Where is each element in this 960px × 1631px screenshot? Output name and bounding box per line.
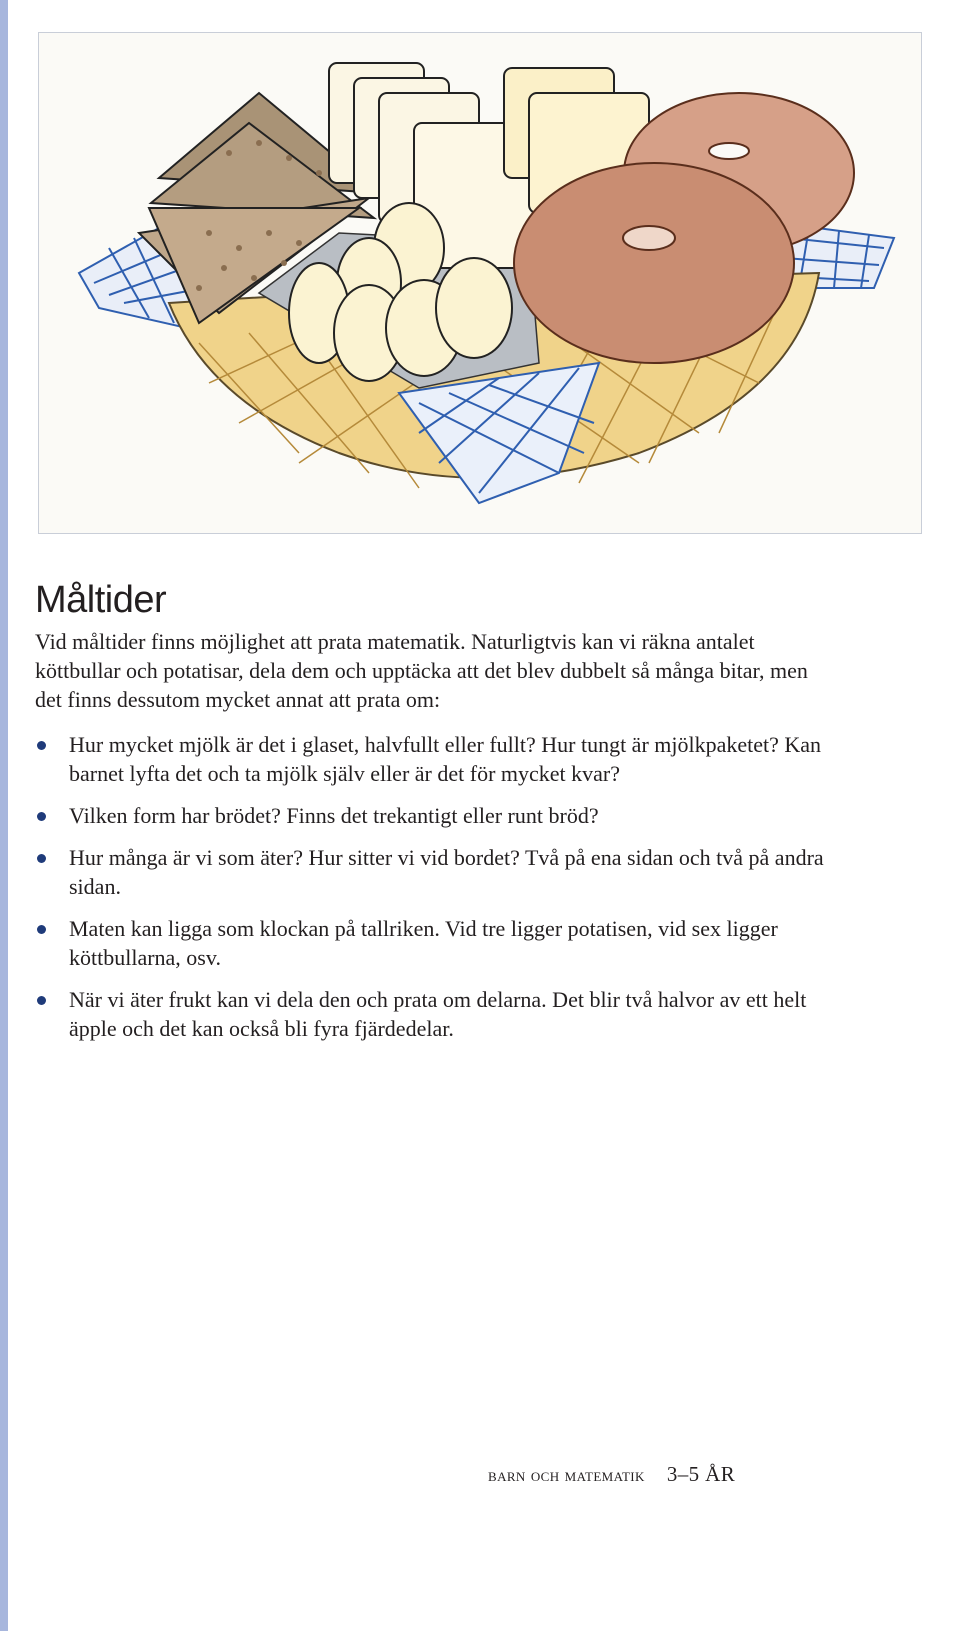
page-title: Måltider bbox=[35, 579, 167, 621]
bullet-icon bbox=[37, 996, 46, 1005]
list-item-text: Vilken form har brödet? Finns det trekantigt eller runt bröd? bbox=[69, 803, 599, 828]
list-item bbox=[35, 730, 825, 788]
list-item bbox=[35, 801, 825, 830]
page-footer bbox=[488, 1462, 735, 1487]
left-accent-bar bbox=[0, 0, 8, 1631]
footer-age-range: 3–5 ÅR bbox=[666, 1462, 736, 1486]
list-item bbox=[35, 843, 825, 901]
bullet-icon bbox=[37, 854, 46, 863]
bullet-icon bbox=[37, 925, 46, 934]
list-item-text: Hur många är vi som äter? Hur sitter vi vid bordet? Två på ena sidan och två på andra sidan. bbox=[69, 845, 824, 899]
intro-paragraph: Vid måltider finns möjlighet att prata matematik. Naturligtvis kan vi räkna antalet köttbullar och potatisar, dela dem och upptäcka att det blev dubbelt så många bitar, men det finns dessutom mycket annat att prata om: bbox=[35, 629, 808, 712]
footer-series-title: barn och matematik bbox=[488, 1465, 645, 1486]
bullet-list bbox=[35, 730, 825, 1056]
list-item bbox=[35, 985, 825, 1043]
bullet-icon bbox=[37, 812, 46, 821]
bullet-icon bbox=[37, 741, 46, 750]
list-item bbox=[35, 914, 825, 972]
list-item-text: Maten kan ligga som klockan på tallriken. Vid tre ligger potatisen, vid sex ligger köttbullarna, osv. bbox=[69, 916, 778, 970]
list-item-text: Hur mycket mjölk är det i glaset, halvfullt eller fullt? Hur tungt är mjölkpaketet? Kan barnet lyfta det och ta mjölk själv eller är det för mycket kvar? bbox=[69, 732, 822, 786]
bread-basket-illustration bbox=[38, 32, 922, 534]
list-item-text: När vi äter frukt kan vi dela den och prata om delarna. Det blir två halvor av ett helt äpple och det kan också bli fyra fjärdedelar. bbox=[69, 987, 807, 1041]
